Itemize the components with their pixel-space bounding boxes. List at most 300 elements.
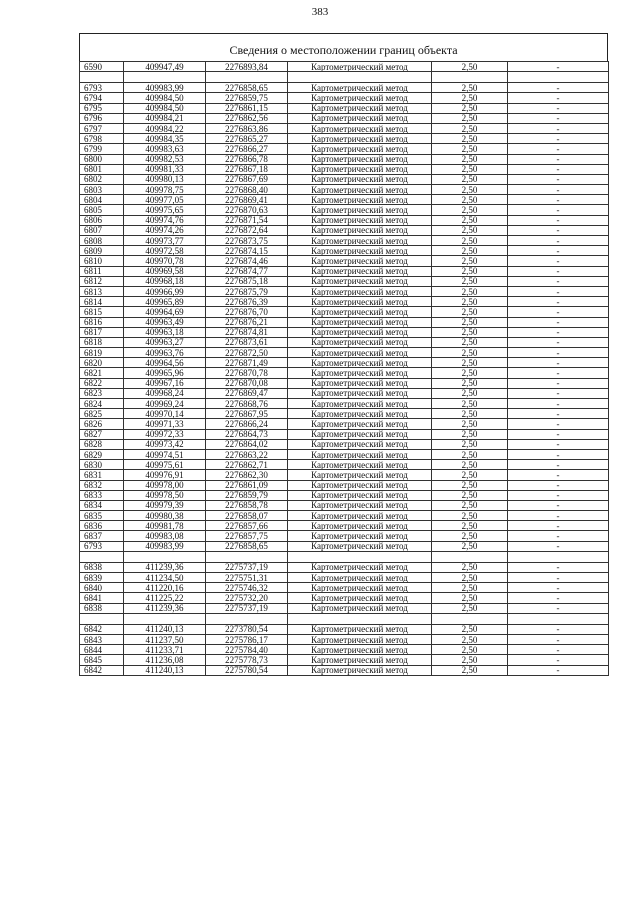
table-row: [80, 195, 609, 205]
table-row: [80, 388, 609, 398]
point-number-cell: 6820: [80, 358, 124, 368]
accuracy-cell: 2,50: [432, 449, 508, 459]
accuracy-cell: 2,50: [432, 583, 508, 593]
table-row: [80, 62, 609, 72]
accuracy-cell: 2,50: [432, 113, 508, 123]
empty-cell: [206, 613, 288, 624]
table-row: [80, 236, 609, 246]
x-coordinate-cell: 409983,99: [124, 541, 206, 551]
y-coordinate-cell: 2276869,41: [206, 195, 288, 205]
y-coordinate-cell: 2276864,02: [206, 439, 288, 449]
description-cell: -: [508, 368, 609, 378]
description-cell: -: [508, 205, 609, 215]
point-number-cell: 6845: [80, 655, 124, 665]
method-cell: Картометрический метод: [288, 225, 432, 235]
point-number-cell: 6793: [80, 83, 124, 93]
table-row: [80, 174, 609, 184]
empty-cell: [288, 551, 432, 562]
point-number-cell: 6821: [80, 368, 124, 378]
accuracy-cell: 2,50: [432, 93, 508, 103]
x-coordinate-cell: 411240,13: [124, 665, 206, 675]
description-cell: -: [508, 62, 609, 72]
description-cell: -: [508, 439, 609, 449]
point-number-cell: 6797: [80, 123, 124, 133]
y-coordinate-cell: 2276862,56: [206, 113, 288, 123]
x-coordinate-cell: 409969,24: [124, 399, 206, 409]
x-coordinate-cell: 409978,50: [124, 490, 206, 500]
description-cell: -: [508, 429, 609, 439]
method-cell: Картометрический метод: [288, 246, 432, 256]
method-cell: Картометрический метод: [288, 368, 432, 378]
point-number-cell: 6812: [80, 276, 124, 286]
point-number-cell: 6824: [80, 399, 124, 409]
accuracy-cell: 2,50: [432, 327, 508, 337]
y-coordinate-cell: 2276864,73: [206, 429, 288, 439]
y-coordinate-cell: 2276874,81: [206, 327, 288, 337]
accuracy-cell: 2,50: [432, 205, 508, 215]
x-coordinate-cell: 409963,27: [124, 337, 206, 347]
empty-cell: [206, 551, 288, 562]
point-number-cell: 6819: [80, 348, 124, 358]
method-cell: Картометрический метод: [288, 154, 432, 164]
y-coordinate-cell: 2275737,19: [206, 562, 288, 572]
table-title: Сведения о местоположении границ объекта: [79, 33, 608, 61]
table-row: [80, 368, 609, 378]
table-row: [80, 113, 609, 123]
accuracy-cell: 2,50: [432, 624, 508, 634]
method-cell: Картометрический метод: [288, 337, 432, 347]
y-coordinate-cell: 2276867,69: [206, 174, 288, 184]
point-number-cell: 6818: [80, 337, 124, 347]
accuracy-cell: 2,50: [432, 500, 508, 510]
point-number-cell: 6815: [80, 307, 124, 317]
x-coordinate-cell: 409984,50: [124, 103, 206, 113]
point-number-cell: 6839: [80, 573, 124, 583]
method-cell: Картометрический метод: [288, 174, 432, 184]
block-separator-row: [80, 72, 609, 83]
y-coordinate-cell: 2275746,32: [206, 583, 288, 593]
description-cell: -: [508, 634, 609, 644]
method-cell: Картометрический метод: [288, 511, 432, 521]
x-coordinate-cell: 409972,58: [124, 246, 206, 256]
y-coordinate-cell: 2276858,07: [206, 511, 288, 521]
accuracy-cell: 2,50: [432, 286, 508, 296]
x-coordinate-cell: 409965,96: [124, 368, 206, 378]
description-cell: -: [508, 266, 609, 276]
block-separator-row: [80, 551, 609, 562]
point-number-cell: 6795: [80, 103, 124, 113]
table-row: [80, 665, 609, 675]
point-number-cell: 6836: [80, 521, 124, 531]
y-coordinate-cell: 2275780,54: [206, 665, 288, 675]
description-cell: -: [508, 103, 609, 113]
y-coordinate-cell: 2276857,66: [206, 521, 288, 531]
y-coordinate-cell: 2276858,65: [206, 541, 288, 551]
accuracy-cell: 2,50: [432, 317, 508, 327]
point-number-cell: 6811: [80, 266, 124, 276]
y-coordinate-cell: 2276859,79: [206, 490, 288, 500]
description-cell: -: [508, 470, 609, 480]
empty-cell: [124, 72, 206, 83]
accuracy-cell: 2,50: [432, 490, 508, 500]
x-coordinate-cell: 409964,69: [124, 307, 206, 317]
accuracy-cell: 2,50: [432, 174, 508, 184]
description-cell: -: [508, 123, 609, 133]
x-coordinate-cell: 409965,89: [124, 297, 206, 307]
point-number-cell: 6804: [80, 195, 124, 205]
y-coordinate-cell: 2276873,61: [206, 337, 288, 347]
empty-cell: [124, 551, 206, 562]
table-row: [80, 562, 609, 572]
table-row: [80, 266, 609, 276]
point-number-cell: 6799: [80, 144, 124, 154]
accuracy-cell: 2,50: [432, 541, 508, 551]
page-number: 383: [311, 6, 329, 18]
accuracy-cell: 2,50: [432, 225, 508, 235]
x-coordinate-cell: 411225,22: [124, 593, 206, 603]
x-coordinate-cell: 409967,16: [124, 378, 206, 388]
table-row: [80, 307, 609, 317]
method-cell: Картометрический метод: [288, 500, 432, 510]
y-coordinate-cell: 2276861,15: [206, 103, 288, 113]
x-coordinate-cell: 409966,99: [124, 286, 206, 296]
table-row: [80, 327, 609, 337]
method-cell: Картометрический метод: [288, 460, 432, 470]
method-cell: Картометрический метод: [288, 624, 432, 634]
x-coordinate-cell: 409963,76: [124, 348, 206, 358]
x-coordinate-cell: 411233,71: [124, 645, 206, 655]
description-cell: -: [508, 236, 609, 246]
x-coordinate-cell: 409972,33: [124, 429, 206, 439]
x-coordinate-cell: 409969,58: [124, 266, 206, 276]
description-cell: -: [508, 185, 609, 195]
x-coordinate-cell: 411236,08: [124, 655, 206, 665]
x-coordinate-cell: 409984,21: [124, 113, 206, 123]
y-coordinate-cell: 2276875,18: [206, 276, 288, 286]
point-number-cell: 6840: [80, 583, 124, 593]
point-number-cell: 6793: [80, 541, 124, 551]
y-coordinate-cell: 2276866,78: [206, 154, 288, 164]
x-coordinate-cell: 409984,22: [124, 123, 206, 133]
method-cell: Картометрический метод: [288, 297, 432, 307]
x-coordinate-cell: 409974,76: [124, 215, 206, 225]
description-cell: -: [508, 500, 609, 510]
table-row: [80, 123, 609, 133]
method-cell: Картометрический метод: [288, 521, 432, 531]
x-coordinate-cell: 409982,53: [124, 154, 206, 164]
y-coordinate-cell: 2276868,40: [206, 185, 288, 195]
accuracy-cell: 2,50: [432, 531, 508, 541]
y-coordinate-cell: 2276876,70: [206, 307, 288, 317]
method-cell: Картометрический метод: [288, 266, 432, 276]
accuracy-cell: 2,50: [432, 256, 508, 266]
method-cell: Картометрический метод: [288, 256, 432, 266]
coordinates-table: [79, 61, 609, 676]
y-coordinate-cell: 2275751,31: [206, 573, 288, 583]
method-cell: Картометрический метод: [288, 327, 432, 337]
accuracy-cell: 2,50: [432, 154, 508, 164]
table-row: [80, 521, 609, 531]
method-cell: Картометрический метод: [288, 439, 432, 449]
y-coordinate-cell: 2276867,95: [206, 409, 288, 419]
y-coordinate-cell: 2276867,18: [206, 164, 288, 174]
empty-cell: [80, 551, 124, 562]
accuracy-cell: 2,50: [432, 429, 508, 439]
point-number-cell: 6841: [80, 593, 124, 603]
x-coordinate-cell: 409980,38: [124, 511, 206, 521]
y-coordinate-cell: 2276872,50: [206, 348, 288, 358]
y-coordinate-cell: 2275732,20: [206, 593, 288, 603]
table-row: [80, 134, 609, 144]
point-number-cell: 6828: [80, 439, 124, 449]
x-coordinate-cell: 409978,00: [124, 480, 206, 490]
table-row: [80, 297, 609, 307]
method-cell: Картометрический метод: [288, 429, 432, 439]
method-cell: Картометрический метод: [288, 134, 432, 144]
accuracy-cell: 2,50: [432, 603, 508, 613]
point-number-cell: 6816: [80, 317, 124, 327]
table-row: [80, 645, 609, 655]
accuracy-cell: 2,50: [432, 297, 508, 307]
point-number-cell: 6842: [80, 665, 124, 675]
accuracy-cell: 2,50: [432, 195, 508, 205]
description-cell: -: [508, 583, 609, 593]
empty-cell: [508, 551, 609, 562]
table-row: [80, 215, 609, 225]
accuracy-cell: 2,50: [432, 358, 508, 368]
method-cell: Картометрический метод: [288, 573, 432, 583]
x-coordinate-cell: 409983,99: [124, 83, 206, 93]
table-row: [80, 93, 609, 103]
method-cell: Картометрический метод: [288, 388, 432, 398]
description-cell: -: [508, 358, 609, 368]
description-cell: -: [508, 645, 609, 655]
y-coordinate-cell: 2276871,54: [206, 215, 288, 225]
accuracy-cell: 2,50: [432, 368, 508, 378]
point-number-cell: 6805: [80, 205, 124, 215]
y-coordinate-cell: 2276870,63: [206, 205, 288, 215]
x-coordinate-cell: 409963,49: [124, 317, 206, 327]
point-number-cell: 6829: [80, 449, 124, 459]
description-cell: -: [508, 286, 609, 296]
accuracy-cell: 2,50: [432, 246, 508, 256]
y-coordinate-cell: 2275784,40: [206, 645, 288, 655]
accuracy-cell: 2,50: [432, 144, 508, 154]
accuracy-cell: 2,50: [432, 185, 508, 195]
method-cell: Картометрический метод: [288, 358, 432, 368]
description-cell: -: [508, 388, 609, 398]
point-number-cell: 6830: [80, 460, 124, 470]
method-cell: Картометрический метод: [288, 195, 432, 205]
point-number-cell: 6800: [80, 154, 124, 164]
description-cell: -: [508, 195, 609, 205]
x-coordinate-cell: 409976,91: [124, 470, 206, 480]
table-row: [80, 154, 609, 164]
y-coordinate-cell: 2276874,46: [206, 256, 288, 266]
x-coordinate-cell: 411239,36: [124, 562, 206, 572]
accuracy-cell: 2,50: [432, 62, 508, 72]
x-coordinate-cell: 409970,78: [124, 256, 206, 266]
table-row: [80, 429, 609, 439]
point-number-cell: 6809: [80, 246, 124, 256]
x-coordinate-cell: 409963,18: [124, 327, 206, 337]
description-cell: -: [508, 113, 609, 123]
description-cell: -: [508, 521, 609, 531]
table-row: [80, 419, 609, 429]
y-coordinate-cell: 2276865,27: [206, 134, 288, 144]
y-coordinate-cell: 2276869,47: [206, 388, 288, 398]
table-row: [80, 246, 609, 256]
point-number-cell: 6808: [80, 236, 124, 246]
description-cell: -: [508, 541, 609, 551]
y-coordinate-cell: 2276871,49: [206, 358, 288, 368]
accuracy-cell: 2,50: [432, 83, 508, 93]
accuracy-cell: 2,50: [432, 593, 508, 603]
description-cell: -: [508, 154, 609, 164]
method-cell: Картометрический метод: [288, 123, 432, 133]
x-coordinate-cell: 411220,16: [124, 583, 206, 593]
description-cell: -: [508, 307, 609, 317]
table-row: [80, 83, 609, 93]
y-coordinate-cell: 2276876,39: [206, 297, 288, 307]
empty-cell: [80, 613, 124, 624]
block-separator-row: [80, 613, 609, 624]
table-row: [80, 655, 609, 665]
description-cell: -: [508, 297, 609, 307]
table-row: [80, 460, 609, 470]
table-row: [80, 103, 609, 113]
accuracy-cell: 2,50: [432, 562, 508, 572]
accuracy-cell: 2,50: [432, 399, 508, 409]
x-coordinate-cell: 409975,61: [124, 460, 206, 470]
table-row: [80, 593, 609, 603]
accuracy-cell: 2,50: [432, 266, 508, 276]
description-cell: -: [508, 419, 609, 429]
y-coordinate-cell: 2276866,24: [206, 419, 288, 429]
method-cell: Картометрический метод: [288, 144, 432, 154]
y-coordinate-cell: 2273780,54: [206, 624, 288, 634]
description-cell: -: [508, 327, 609, 337]
y-coordinate-cell: 2276868,76: [206, 399, 288, 409]
y-coordinate-cell: 2276857,75: [206, 531, 288, 541]
table-row: [80, 470, 609, 480]
x-coordinate-cell: 409980,13: [124, 174, 206, 184]
method-cell: Картометрический метод: [288, 113, 432, 123]
point-number-cell: 6838: [80, 603, 124, 613]
x-coordinate-cell: 409975,65: [124, 205, 206, 215]
method-cell: Картометрический метод: [288, 665, 432, 675]
point-number-cell: 6832: [80, 480, 124, 490]
method-cell: Картометрический метод: [288, 593, 432, 603]
y-coordinate-cell: 2276858,78: [206, 500, 288, 510]
accuracy-cell: 2,50: [432, 470, 508, 480]
point-number-cell: 6844: [80, 645, 124, 655]
method-cell: Картометрический метод: [288, 583, 432, 593]
method-cell: Картометрический метод: [288, 490, 432, 500]
accuracy-cell: 2,50: [432, 215, 508, 225]
method-cell: Картометрический метод: [288, 419, 432, 429]
accuracy-cell: 2,50: [432, 123, 508, 133]
empty-cell: [508, 72, 609, 83]
description-cell: -: [508, 460, 609, 470]
empty-cell: [124, 613, 206, 624]
point-number-cell: 6827: [80, 429, 124, 439]
accuracy-cell: 2,50: [432, 164, 508, 174]
description-cell: -: [508, 593, 609, 603]
x-coordinate-cell: 411239,36: [124, 603, 206, 613]
y-coordinate-cell: 2276893,84: [206, 62, 288, 72]
empty-cell: [432, 613, 508, 624]
point-number-cell: 6842: [80, 624, 124, 634]
point-number-cell: 6796: [80, 113, 124, 123]
y-coordinate-cell: 2276863,86: [206, 123, 288, 133]
description-cell: -: [508, 225, 609, 235]
table-row: [80, 276, 609, 286]
table-row: [80, 500, 609, 510]
point-number-cell: 6837: [80, 531, 124, 541]
description-cell: -: [508, 246, 609, 256]
description-cell: -: [508, 490, 609, 500]
method-cell: Картометрический метод: [288, 378, 432, 388]
table-row: [80, 164, 609, 174]
accuracy-cell: 2,50: [432, 134, 508, 144]
table-row: [80, 337, 609, 347]
table-row: [80, 317, 609, 327]
x-coordinate-cell: 409968,24: [124, 388, 206, 398]
accuracy-cell: 2,50: [432, 655, 508, 665]
accuracy-cell: 2,50: [432, 419, 508, 429]
method-cell: Картометрический метод: [288, 541, 432, 551]
x-coordinate-cell: 409981,33: [124, 164, 206, 174]
point-number-cell: 6794: [80, 93, 124, 103]
y-coordinate-cell: 2276866,27: [206, 144, 288, 154]
point-number-cell: 6801: [80, 164, 124, 174]
x-coordinate-cell: 411234,50: [124, 573, 206, 583]
table-row: [80, 358, 609, 368]
accuracy-cell: 2,50: [432, 348, 508, 358]
method-cell: Картометрический метод: [288, 103, 432, 113]
description-cell: -: [508, 337, 609, 347]
description-cell: -: [508, 256, 609, 266]
boundary-coordinates-sheet: [79, 33, 608, 676]
x-coordinate-cell: 409968,18: [124, 276, 206, 286]
point-number-cell: 6838: [80, 562, 124, 572]
method-cell: Картометрический метод: [288, 449, 432, 459]
description-cell: -: [508, 624, 609, 634]
point-number-cell: 6798: [80, 134, 124, 144]
point-number-cell: 6817: [80, 327, 124, 337]
y-coordinate-cell: 2276874,77: [206, 266, 288, 276]
y-coordinate-cell: 2276872,64: [206, 225, 288, 235]
point-number-cell: 6806: [80, 215, 124, 225]
empty-cell: [432, 551, 508, 562]
x-coordinate-cell: 409977,05: [124, 195, 206, 205]
method-cell: Картометрический метод: [288, 205, 432, 215]
point-number-cell: 6813: [80, 286, 124, 296]
table-row: [80, 541, 609, 551]
accuracy-cell: 2,50: [432, 409, 508, 419]
empty-cell: [206, 72, 288, 83]
point-number-cell: 6814: [80, 297, 124, 307]
description-cell: -: [508, 276, 609, 286]
method-cell: Картометрический метод: [288, 634, 432, 644]
method-cell: Картометрический метод: [288, 62, 432, 72]
y-coordinate-cell: 2276862,30: [206, 470, 288, 480]
accuracy-cell: 2,50: [432, 103, 508, 113]
point-number-cell: 6843: [80, 634, 124, 644]
description-cell: -: [508, 215, 609, 225]
accuracy-cell: 2,50: [432, 665, 508, 675]
